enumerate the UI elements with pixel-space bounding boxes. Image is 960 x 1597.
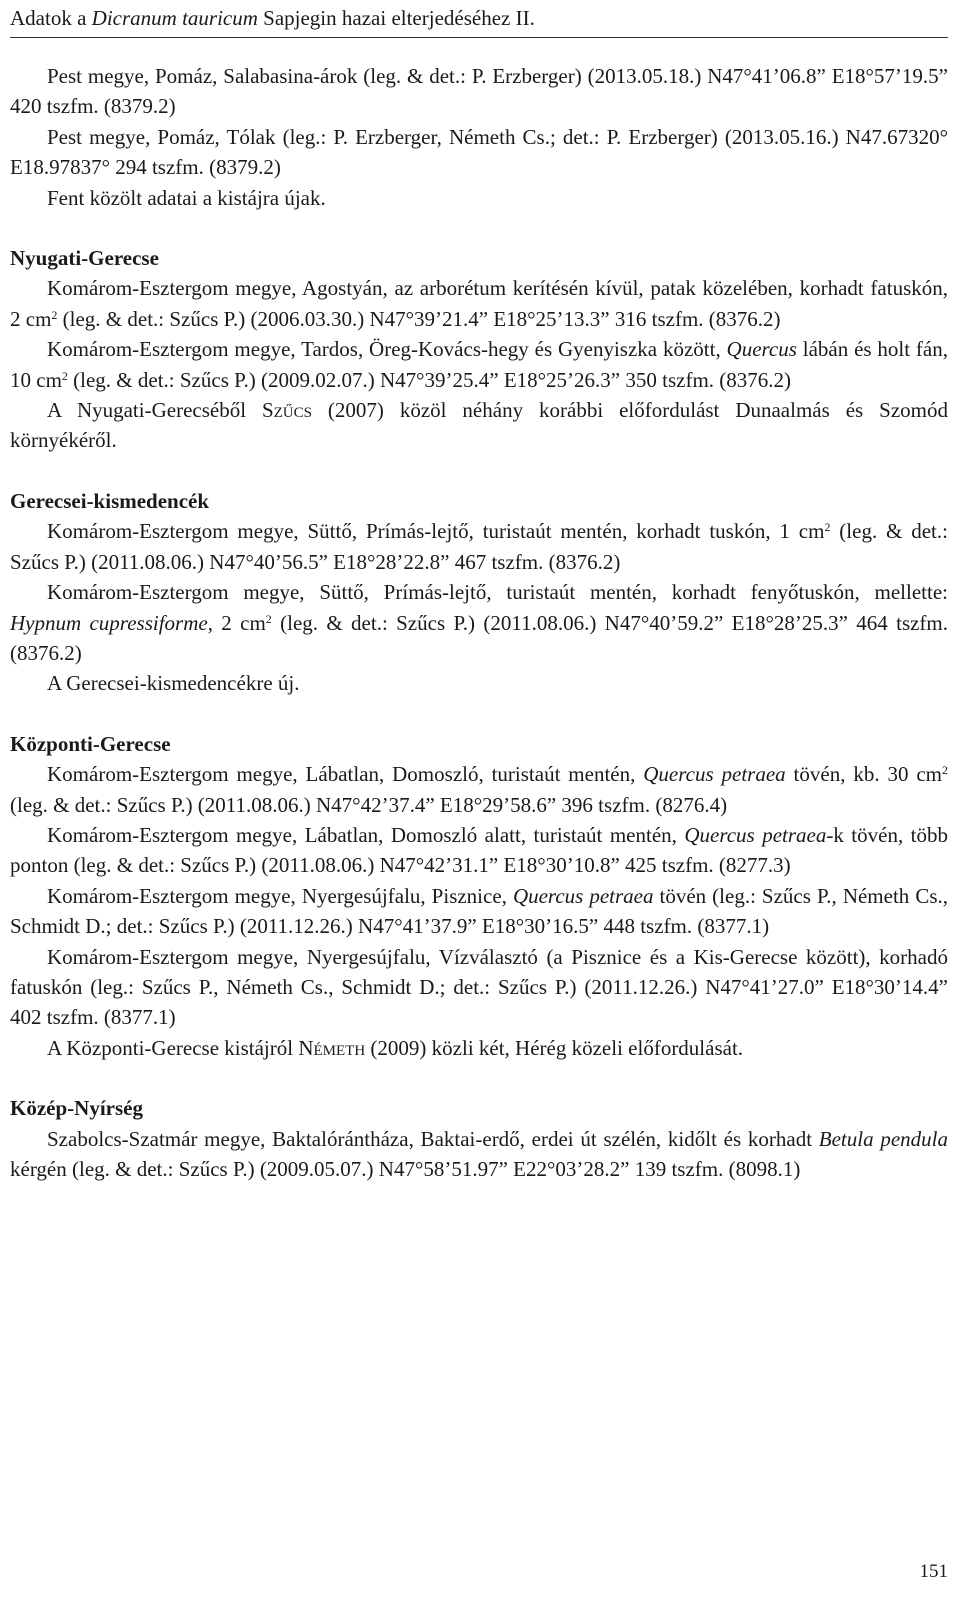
note-text: A Központi-Gerecse kistájról [47, 1035, 299, 1060]
section-heading-gerecsei-kismedencek: Gerecsei-kismedencék [10, 488, 210, 513]
record-text: Komárom-Esztergom megye, Agostyán, az arborétum kerítésén kívül, patak közelében, korhadt fatuskón, 2 cm [10, 276, 948, 331]
species-name: Betula pendula [818, 1126, 948, 1151]
running-head [10, 4, 950, 32]
page-body [10, 61, 948, 1184]
note-text: (2007) közöl néhány korábbi előfordulást Dunaalmás és Szomód környékéről. [10, 398, 948, 453]
record-text: Komárom-Esztergom megye, Tardos, Öreg-Kovács-hegy és Gyenyiszka között, [47, 337, 727, 362]
species-name: Quercus [726, 337, 797, 362]
record-text: (leg. & det.: Szűcs P.) (2006.03.30.) N47°39’21.4” E18°25’13.3” 316 tszfm. (8376.2) [57, 306, 781, 331]
page-number: 151 [919, 1561, 948, 1582]
record-text: , 2 cm [207, 610, 266, 635]
record-text: Komárom-Esztergom megye, Süttő, Prímás-lejtő, turistaút mentén, korhadt tuskón, 1 cm [47, 519, 825, 544]
record-labatlan-domoszlo [10, 759, 948, 820]
record-text: kérgén (leg. & det.: Szűcs P.) (2009.05.07.) N47°58’51.97” E22°03’28.2” 139 tszfm. (8098.1) [10, 1157, 801, 1181]
superscript: 2 [61, 368, 68, 383]
intro-note: Fent közölt adatai a kistájra újak. [47, 185, 326, 210]
record-labatlan-domoszlo-alatt [10, 820, 948, 881]
record-text: (leg. & det.: Szűcs P.) (2009.02.07.) N47°39’25.4” E18°25’26.3” 350 tszfm. (8376.2) [67, 367, 792, 392]
kozponti-note [10, 1033, 948, 1063]
record-sutto-2 [10, 577, 948, 668]
record-nyergesujfalu-vizvalaszto: Komárom-Esztergom megye, Nyergesújfalu, Vízválasztó (a Pisznice és a Kis-Gerecse között), korhadó fatuskón (leg.: Szűcs P., Németh Cs., Schmidt D.; det.: Szűcs P.) (2011.12.26.) N47°41’27.0” E18°30’14.4” 402 tszfm. (8377.1) [10, 944, 948, 1030]
record-baktaloranthaza [10, 1124, 948, 1185]
record-text: Komárom-Esztergom megye, Lábatlan, Domoszló alatt, turistaút mentén, [47, 822, 685, 847]
superscript: 2 [824, 520, 831, 535]
record-pomaz-tolak: Pest megye, Pomáz, Tólak (leg.: P. Erzberger, Németh Cs.; det.: P. Erzberger) (2013.05.16.) N47.67320° E18.97837° 294 tszfm. (8379.2) [10, 124, 948, 180]
running-head-prefix: Adatok a [10, 6, 92, 30]
superscript: 2 [265, 611, 272, 626]
note-text: (2009) közli két, Hérég közeli előfordulását. [365, 1035, 744, 1060]
species-name: Quercus petraea [643, 762, 786, 787]
record-text: (leg. & det.: Szűcs P.) (2011.08.06.) N47°42’37.4” E18°29’58.6” 396 tszfm. (8276.4) [10, 792, 728, 817]
record-sutto-1 [10, 516, 948, 577]
species-name: Hypnum cupressiforme [10, 610, 208, 635]
record-text: tövén (leg.: Szűcs P., Németh Cs., Schmidt D.; det.: Szűcs P.) (2011.12.26.) N47°41’37.9” E18°30’16.5” 448 tszfm. (8377.1) [10, 883, 948, 939]
record-text: (leg. & det.: Szűcs P.) (2011.08.06.) N47°40’59.2” E18°28’25.3” 464 tszfm. (8376.2) [10, 610, 949, 665]
running-head-species: Dicranum tauricum [91, 6, 258, 30]
species-name: Quercus petraea [684, 822, 827, 847]
record-nyergesujfalu-pisznice [10, 881, 948, 942]
record-text: Komárom-Esztergom megye, Lábatlan, Domoszló, turistaút mentén, [47, 762, 644, 787]
superscript: 2 [51, 307, 58, 322]
record-text: Komárom-Esztergom megye, Süttő, Prímás-lejtő, turistaút mentén, korhadt fenyőtuskón, mellette: [47, 580, 948, 605]
record-text: (leg. & det.: Szűcs P.) (2011.08.06.) N47°40’56.5” E18°28’22.8” 467 tszfm. (8376.2) [10, 519, 948, 574]
record-pomaz-salabasina: Pest megye, Pomáz, Salabasina-árok (leg. & det.: P. Erzberger) (2013.05.18.) N47°41’06.8” E18°57’19.5” 420 tszfm. (8379.2) [10, 64, 948, 119]
header-rule [10, 37, 948, 38]
record-text: -k tövén, több ponton (leg. & det.: Szűcs P.) (2011.08.06.) N47°42’31.1” E18°30’10.8” 425 tszfm. (8277.3) [10, 822, 949, 878]
section-heading-kozponti-gerecse: Központi-Gerecse [10, 731, 171, 756]
record-agostyan [10, 273, 948, 334]
nyugati-note [10, 395, 948, 456]
species-name: Quercus petraea [512, 883, 654, 908]
record-text: tövén, kb. 30 cm [785, 762, 942, 787]
record-text: Szabolcs-Szatmár megye, Baktalórántháza, Baktai-erdő, erdei út szélén, kidőlt és korhadt [47, 1126, 819, 1151]
section-heading-kozep-nyirseg: Közép-Nyírség [10, 1096, 143, 1121]
superscript: 2 [942, 763, 948, 778]
section-heading-nyugati-gerecse: Nyugati-Gerecse [10, 246, 159, 271]
record-text: Komárom-Esztergom megye, Nyergesújfalu, Pisznice, [47, 883, 513, 908]
record-tardos [10, 334, 948, 395]
author-name: Szűcs [261, 398, 312, 423]
author-name: Németh [298, 1035, 366, 1060]
running-head-suffix: Sapjegin hazai elterjedéséhez II. [257, 6, 535, 30]
kismedencek-note: A Gerecsei-kismedencékre új. [47, 671, 300, 696]
note-text: A Nyugati-Gerecséből [47, 398, 262, 423]
record-text: lábán és holt fán, 10 cm [10, 337, 948, 392]
